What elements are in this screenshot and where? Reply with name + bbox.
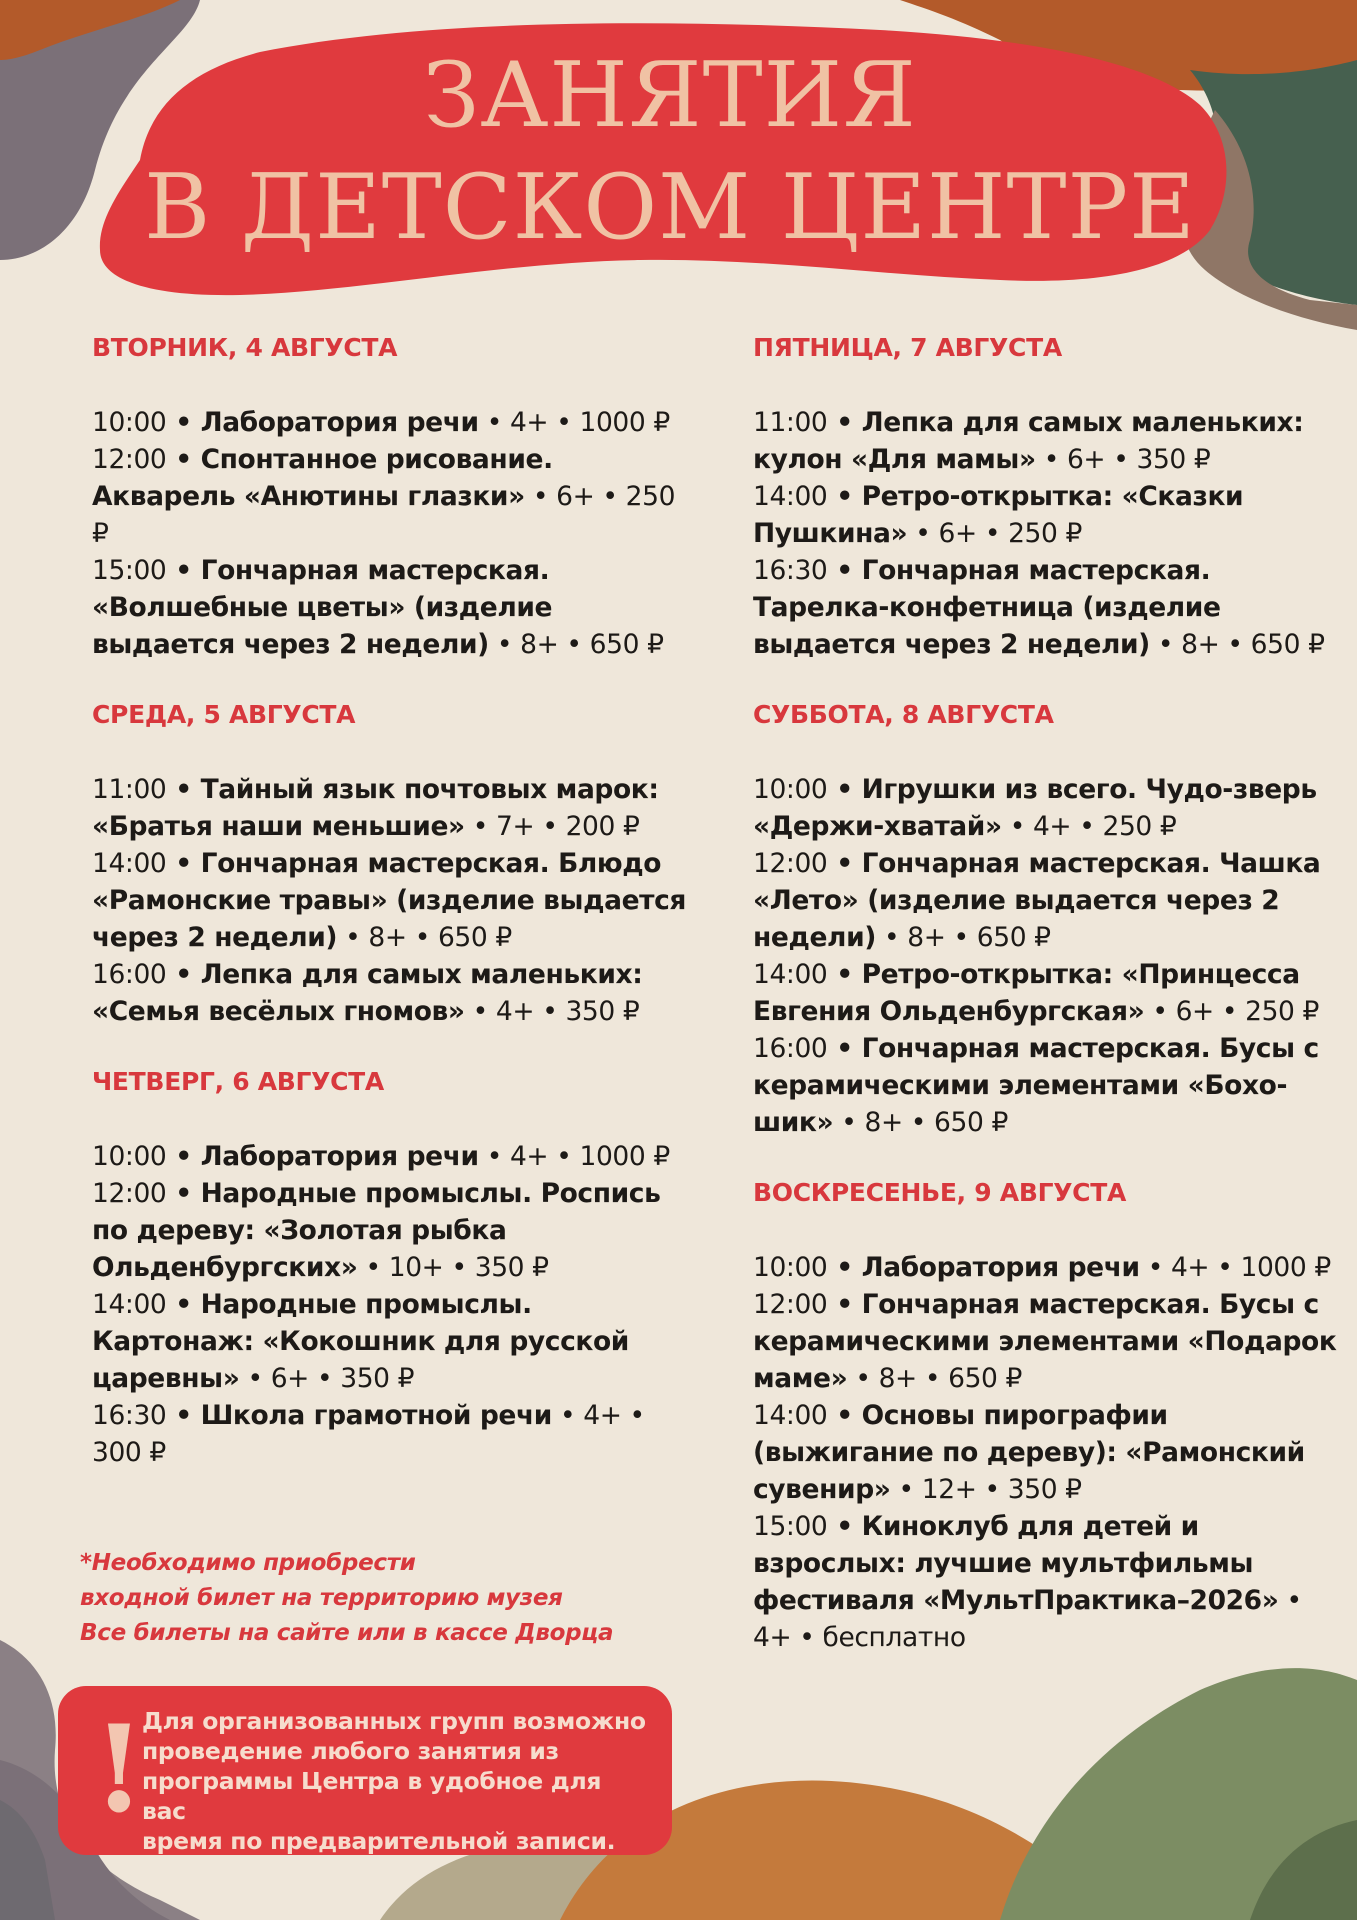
note-line-1: *Необходимо приобрести <box>80 1550 416 1576</box>
day-section <box>92 328 692 663</box>
day-heading: СРЕДА, 5 АВГУСТА <box>92 700 356 729</box>
entry-time: 12:00 <box>92 444 167 475</box>
entry-time: 14:00 <box>753 1400 828 1431</box>
entry-title: Ретро-открытка: «Сказки Пушкина» <box>753 481 1244 549</box>
entry-age-price: • 8+ • 650 ₽ <box>847 1363 1022 1394</box>
schedule-entry <box>753 1286 1343 1397</box>
schedule-entry <box>753 956 1343 1030</box>
entry-time: 16:00 <box>753 1033 828 1064</box>
entry-separator: • <box>166 444 201 475</box>
entry-title: Гончарная мастерская. Чашка «Лето» (изделие выдается через 2 недели) <box>753 848 1321 953</box>
schedule-entry <box>753 404 1343 478</box>
schedule-entry <box>92 1175 692 1286</box>
entry-title: Народные промыслы. Роспись по дереву: «Золотая рыбка Ольденбургских» <box>92 1178 661 1283</box>
exclamation-icon: ! <box>92 1699 146 1840</box>
title-line-1: ЗАНЯТИЯ <box>423 43 917 148</box>
page-title <box>100 40 1240 264</box>
entry-separator: • <box>827 1511 862 1542</box>
entry-separator: • <box>166 1400 201 1431</box>
schedule-left-column <box>92 328 692 1503</box>
schedule-entry <box>92 1286 692 1397</box>
day-section <box>753 1173 1343 1656</box>
title-line-2: В ДЕТСКОМ ЦЕНТРЕ <box>144 155 1196 260</box>
schedule-entry <box>753 771 1343 845</box>
entry-age-price: • 8+ • 650 ₽ <box>1149 629 1325 660</box>
entry-title: Лаборатория речи <box>861 1252 1140 1283</box>
entry-time: 11:00 <box>92 774 167 805</box>
entry-separator: • <box>166 1141 201 1172</box>
group-line-4: время по предварительной записи. <box>142 1827 616 1855</box>
entry-age-price: • 6+ • 250 ₽ <box>907 518 1082 549</box>
schedule-entry <box>92 552 692 663</box>
entry-age-price: • 8+ • 650 ₽ <box>337 922 512 953</box>
entry-age-price: • 6+ • 350 ₽ <box>1035 444 1211 475</box>
entry-title: Спонтанное рисование. Акварель «Анютины глазки» <box>92 444 553 512</box>
entry-age-price: • 6+ • 250 ₽ <box>92 481 676 549</box>
entry-title: Гончарная мастерская. Тарелка-конфетница (изделие выдается через 2 недели) <box>753 555 1221 660</box>
entry-separator: • <box>166 407 201 438</box>
schedule-entry <box>92 845 692 956</box>
entry-separator: • <box>827 555 862 586</box>
entry-separator: • <box>166 774 201 805</box>
entry-age-price: • 4+ • 250 ₽ <box>1001 811 1177 842</box>
entry-title: Лепка для самых маленьких: «Семья весёлых гномов» <box>92 959 643 1027</box>
entry-title: Лаборатория речи <box>200 407 479 438</box>
entry-separator: • <box>166 1289 201 1320</box>
entry-separator: • <box>827 774 862 805</box>
entry-title: Ретро-открытка: «Принцесса Евгения Ольденбургская» <box>753 959 1300 1027</box>
entry-title: Основы пирографии (выжигание по дереву): «Рамонский сувенир» <box>753 1400 1305 1505</box>
entry-separator: • <box>166 848 201 879</box>
entry-age-price: • 4+ • 300 ₽ <box>92 1400 645 1468</box>
entry-age-price: • 4+ • 350 ₽ <box>464 996 640 1027</box>
entry-separator: • <box>827 407 862 438</box>
entry-time: 12:00 <box>753 1289 828 1320</box>
group-booking-text <box>142 1706 652 1856</box>
entry-title: Школа грамотной речи <box>200 1400 552 1431</box>
entry-title: Тайный язык почтовых марок: «Братья наши меньшие» <box>92 774 659 842</box>
entry-age-price: • 6+ • 350 ₽ <box>239 1363 415 1394</box>
group-booking-box <box>58 1686 672 1855</box>
entry-age-price: • 6+ • 250 ₽ <box>1144 996 1319 1027</box>
entry-time: 10:00 <box>92 407 167 438</box>
entry-time: 16:00 <box>92 959 167 990</box>
entry-age-price: • 8+ • 650 ₽ <box>875 922 1051 953</box>
entry-time: 11:00 <box>753 407 828 438</box>
schedule-entry <box>92 956 692 1030</box>
entry-age-price: • 12+ • 350 ₽ <box>890 1474 1082 1505</box>
day-heading: ВТОРНИК, 4 АВГУСТА <box>92 333 398 362</box>
entry-separator: • <box>166 959 201 990</box>
entry-age-price: • 7+ • 200 ₽ <box>464 811 640 842</box>
note-line-2: входной билет на территорию музея <box>80 1585 563 1611</box>
day-heading: ЧЕТВЕРГ, 6 АВГУСТА <box>92 1067 384 1096</box>
day-heading: СУББОТА, 8 АВГУСТА <box>753 700 1054 729</box>
entry-time: 14:00 <box>753 481 828 512</box>
schedule-entry <box>753 845 1343 956</box>
schedule-right-column <box>753 328 1343 1688</box>
day-heading: ПЯТНИЦА, 7 АВГУСТА <box>753 333 1062 362</box>
day-section <box>753 328 1343 663</box>
group-line-2: проведение любого занятия из <box>142 1737 559 1765</box>
entry-title: Игрушки из всего. Чудо-зверь «Держи-хватай» <box>753 774 1317 842</box>
entry-age-price: • 8+ • 650 ₽ <box>488 629 664 660</box>
entry-separator: • <box>827 1252 862 1283</box>
entry-time: 16:30 <box>92 1400 167 1431</box>
entry-age-price: • 4+ • 1000 ₽ <box>1139 1252 1331 1283</box>
entry-time: 12:00 <box>92 1178 167 1209</box>
schedule-entry <box>753 1249 1343 1286</box>
entry-time: 15:00 <box>92 555 167 586</box>
entry-separator: • <box>166 1178 201 1209</box>
entry-age-price: • 10+ • 350 ₽ <box>357 1252 549 1283</box>
entry-time: 10:00 <box>753 774 828 805</box>
ticket-note <box>80 1546 680 1651</box>
entry-time: 16:30 <box>753 555 828 586</box>
schedule-entry <box>753 478 1343 552</box>
entry-time: 14:00 <box>92 1289 167 1320</box>
entry-title: Гончарная мастерская. Бусы с керамическими элементами «Бохо-шик» <box>753 1033 1319 1138</box>
entry-age-price: • 4+ • 1000 ₽ <box>478 407 670 438</box>
entry-time: 10:00 <box>92 1141 167 1172</box>
entry-age-price: • 4+ • бесплатно <box>753 1585 1302 1653</box>
entry-age-price: • 8+ • 650 ₽ <box>833 1107 1008 1138</box>
entry-age-price: • 4+ • 1000 ₽ <box>478 1141 670 1172</box>
entry-time: 14:00 <box>753 959 828 990</box>
entry-separator: • <box>827 481 862 512</box>
schedule-entry <box>753 1397 1343 1508</box>
schedule-entry <box>92 1138 692 1175</box>
entry-time: 14:00 <box>92 848 167 879</box>
entry-time: 15:00 <box>753 1511 828 1542</box>
schedule-entry <box>92 441 692 552</box>
day-section <box>92 695 692 1030</box>
entry-separator: • <box>827 1400 862 1431</box>
entry-separator: • <box>827 959 862 990</box>
entry-title: Гончарная мастерская. «Волшебные цветы» (изделие выдается через 2 недели) <box>92 555 553 660</box>
group-line-3: программы Центра в удобное для вас <box>142 1767 602 1825</box>
entry-time: 10:00 <box>753 1252 828 1283</box>
schedule-entry <box>92 1397 692 1471</box>
entry-title: Лепка для самых маленьких: кулон «Для мамы» <box>753 407 1304 475</box>
entry-separator: • <box>827 1289 862 1320</box>
day-section <box>92 1062 692 1471</box>
schedule-entry <box>753 552 1343 663</box>
entry-title: Гончарная мастерская. Блюдо «Рамонские травы» (изделие выдается через 2 недели) <box>92 848 687 953</box>
schedule-entry <box>753 1508 1343 1656</box>
entry-title: Гончарная мастерская. Бусы с керамическими элементами «Подарок маме» <box>753 1289 1337 1394</box>
entry-title: Народные промыслы. Картонаж: «Кокошник для русской царевны» <box>92 1289 629 1394</box>
entry-title: Киноклуб для детей и взрослых: лучшие мультфильмы фестиваля «МультПрактика–2026» <box>753 1511 1279 1616</box>
group-line-1: Для организованных групп возможно <box>142 1707 646 1735</box>
entry-time: 12:00 <box>753 848 828 879</box>
note-line-3: Все билеты на сайте или в кассе Дворца <box>80 1620 614 1646</box>
schedule-entry <box>92 404 692 441</box>
day-section <box>753 695 1343 1141</box>
schedule-entry <box>92 771 692 845</box>
entry-separator: • <box>827 848 862 879</box>
schedule-entry <box>753 1030 1343 1141</box>
entry-title: Лаборатория речи <box>200 1141 479 1172</box>
entry-separator: • <box>827 1033 862 1064</box>
day-heading: ВОСКРЕСЕНЬЕ, 9 АВГУСТА <box>753 1178 1127 1207</box>
entry-separator: • <box>166 555 201 586</box>
